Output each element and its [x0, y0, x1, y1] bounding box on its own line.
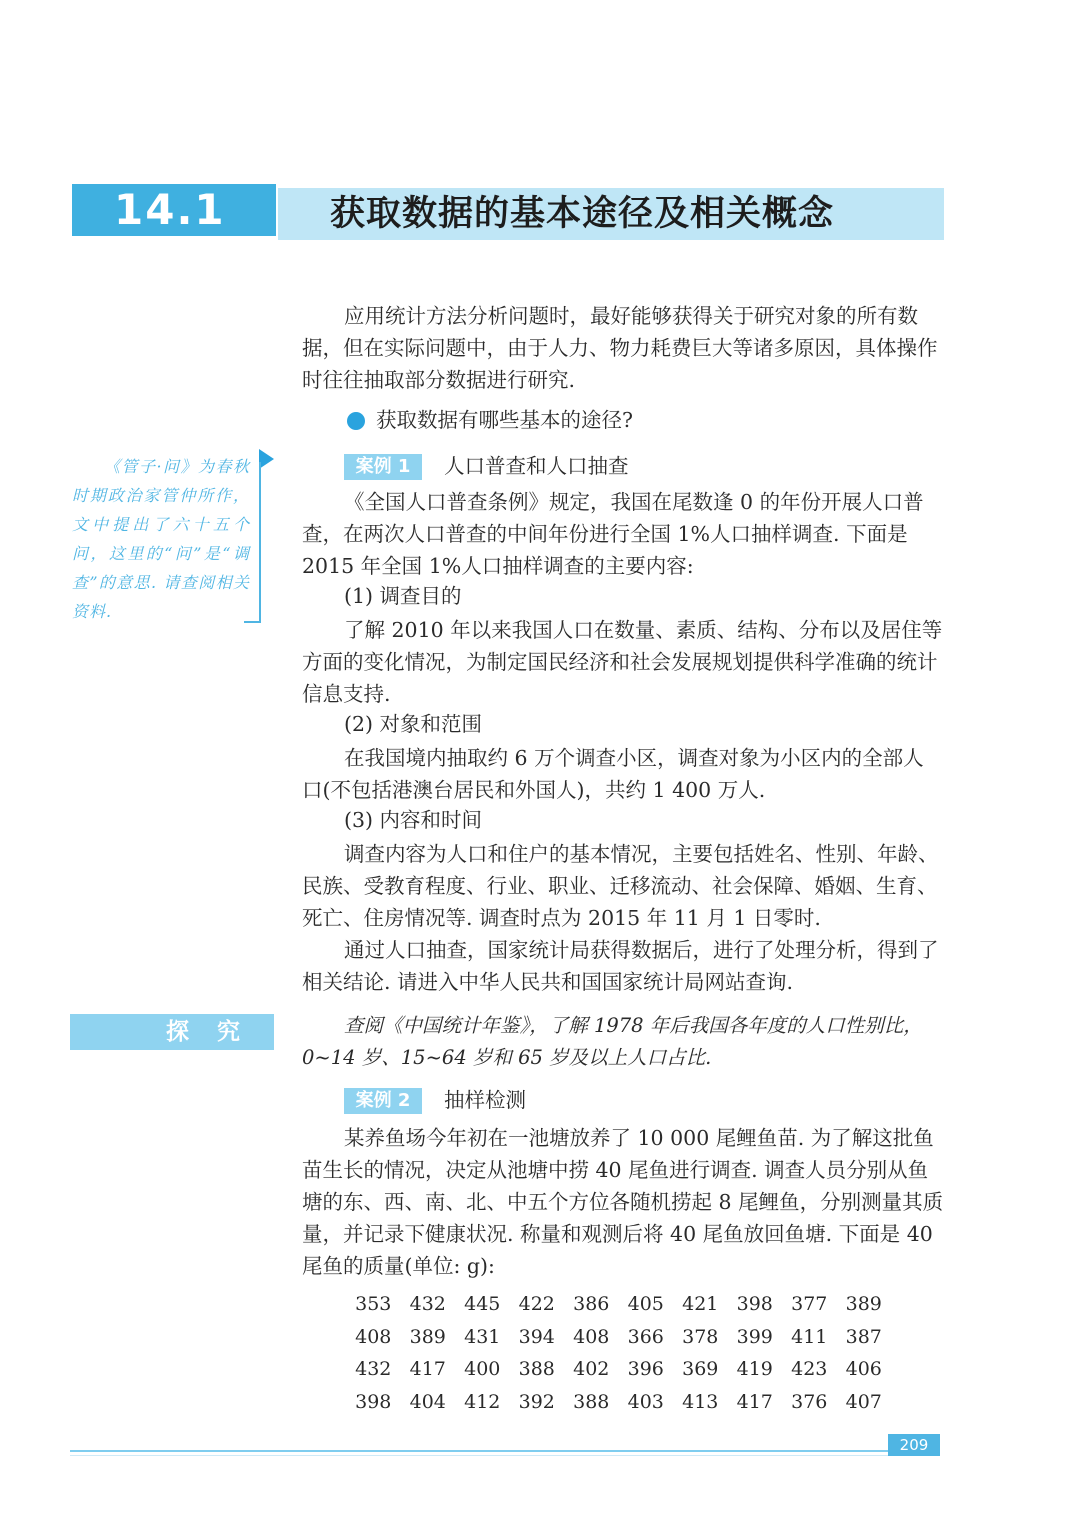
table-cell: 366 [627, 1325, 664, 1348]
table-cell: 423 [791, 1358, 828, 1381]
fish-weight-table [346, 1288, 891, 1418]
table-cell: 387 [845, 1325, 882, 1348]
case1-item1-text: 了解 2010 年以来我国人口在数量、素质、结构、分布以及居住等方面的变化情况，为制定国民经济和社会发展规划提供科学准确的统计信息支持. [302, 618, 943, 706]
table-cell: 392 [518, 1390, 555, 1413]
table-cell: 353 [355, 1293, 392, 1316]
table-cell: 402 [573, 1358, 610, 1381]
table-row [346, 1321, 891, 1354]
case1-item2-title: (2) 对象和范围 [344, 712, 483, 736]
page-number: 209 [888, 1434, 940, 1456]
table-cell: 411 [791, 1325, 828, 1348]
explore-label: 探 究 [70, 1014, 274, 1050]
intro-paragraph: 应用统计方法分析问题时，最好能够获得关于研究对象的所有数据，但在实际问题中，由于人力、物力耗费巨大等诸多原因，具体操作时往往抽取部分数据进行研究. [302, 304, 938, 392]
table-cell: 419 [736, 1358, 773, 1381]
case1-item3-title: (3) 内容和时间 [344, 808, 483, 832]
table-cell: 389 [845, 1293, 882, 1316]
explore-text: 查阅《中国统计年鉴》，了解 1978 年后我国各年度的人口性别比，0~14 岁、15~64 岁和 65 岁及以上人口占比. [302, 1014, 923, 1069]
table-row [346, 1353, 891, 1386]
table-cell: 399 [736, 1325, 773, 1348]
case1-item2-text: 在我国境内抽取约 6 万个调查小区，调查对象为小区内的全部人口(不包括港澳台居民和外国人)，共约 1 400 万人. [302, 746, 924, 802]
case2-tag: 案例 2 [344, 1088, 422, 1114]
question-bullet-icon [347, 412, 365, 430]
table-cell: 378 [682, 1325, 719, 1348]
case1-conclusion: 通过人口抽查，国家统计局获得数据后，进行了处理分析，得到了相关结论. 请进入中华人民共和国国家统计局网站查询. [302, 938, 939, 994]
table-cell: 377 [791, 1293, 828, 1316]
table-cell: 417 [409, 1358, 446, 1381]
case1-item3-text: 调查内容为人口和住户的基本情况，主要包括姓名、性别、年龄、民族、受教育程度、行业、职业、迁移流动、社会保障、婚姻、生育、死亡、住房情况等. 调查时点为 2015 年 11 月 1 日零时. [302, 842, 939, 930]
table-cell: 432 [409, 1293, 446, 1316]
table-cell: 400 [464, 1358, 501, 1381]
note-border-foot [244, 621, 261, 623]
table-cell: 388 [573, 1390, 610, 1413]
question-text: 获取数据有哪些基本的途径? [376, 408, 633, 432]
note-pointer-icon [259, 449, 274, 469]
case1-title: 人口普查和人口抽查 [444, 454, 629, 478]
table-cell: 396 [627, 1358, 664, 1381]
table-row [346, 1386, 891, 1419]
table-cell: 422 [518, 1293, 555, 1316]
table-cell: 413 [682, 1390, 719, 1413]
table-cell: 388 [518, 1358, 555, 1381]
footer-rule-thin [70, 1455, 940, 1456]
section-number: 14.1 [72, 184, 276, 236]
case2-title: 抽样检测 [444, 1088, 526, 1112]
table-cell: 389 [409, 1325, 446, 1348]
table-cell: 431 [464, 1325, 501, 1348]
table-cell: 445 [464, 1293, 501, 1316]
table-cell: 394 [518, 1325, 555, 1348]
case1-item1-title: (1) 调查目的 [344, 584, 462, 608]
table-cell: 408 [573, 1325, 610, 1348]
case2-paragraph: 某养鱼场今年初在一池塘放养了 10 000 尾鲤鱼苗. 为了解这批鱼苗生长的情况，决定从池塘中捞 40 尾鱼进行调查. 调查人员分别从鱼塘的东、西、南、北、中五个方位各随机捞起 8 尾鲤鱼，分别测量其质量，并记录下健康状况. 称量和观测后将 40 尾鱼放回鱼塘. 下面是 40 尾鱼的质量(单位: g): [302, 1126, 944, 1278]
sidebar-note: 《管子·问》为春秋时期政治家管仲所作，文中提出了六十五个问，这里的“问”是“调查”的意思. 请查阅相关资料. [72, 457, 250, 621]
table-cell: 412 [464, 1390, 501, 1413]
table-row [346, 1288, 891, 1321]
table-cell: 398 [355, 1390, 392, 1413]
table-cell: 403 [627, 1390, 664, 1413]
table-cell: 398 [736, 1293, 773, 1316]
table-cell: 417 [736, 1390, 773, 1413]
table-cell: 406 [845, 1358, 882, 1381]
table-cell: 386 [573, 1293, 610, 1316]
table-cell: 408 [355, 1325, 392, 1348]
table-cell: 404 [409, 1390, 446, 1413]
table-cell: 407 [845, 1390, 882, 1413]
note-border [259, 462, 261, 622]
table-cell: 376 [791, 1390, 828, 1413]
case1-tag: 案例 1 [344, 454, 422, 480]
footer-rule [70, 1450, 890, 1452]
table-cell: 421 [682, 1293, 719, 1316]
table-cell: 432 [355, 1358, 392, 1381]
case1-para1: 《全国人口普查条例》规定，我国在尾数逢 0 的年份开展人口普查，在两次人口普查的中间年份进行全国 1%人口抽样调查. 下面是 2015 年全国 1%人口抽样调查的主要内容: [302, 490, 924, 578]
section-title: 获取数据的基本途径及相关概念 [330, 193, 835, 234]
table-cell: 369 [682, 1358, 719, 1381]
table-cell: 405 [627, 1293, 664, 1316]
